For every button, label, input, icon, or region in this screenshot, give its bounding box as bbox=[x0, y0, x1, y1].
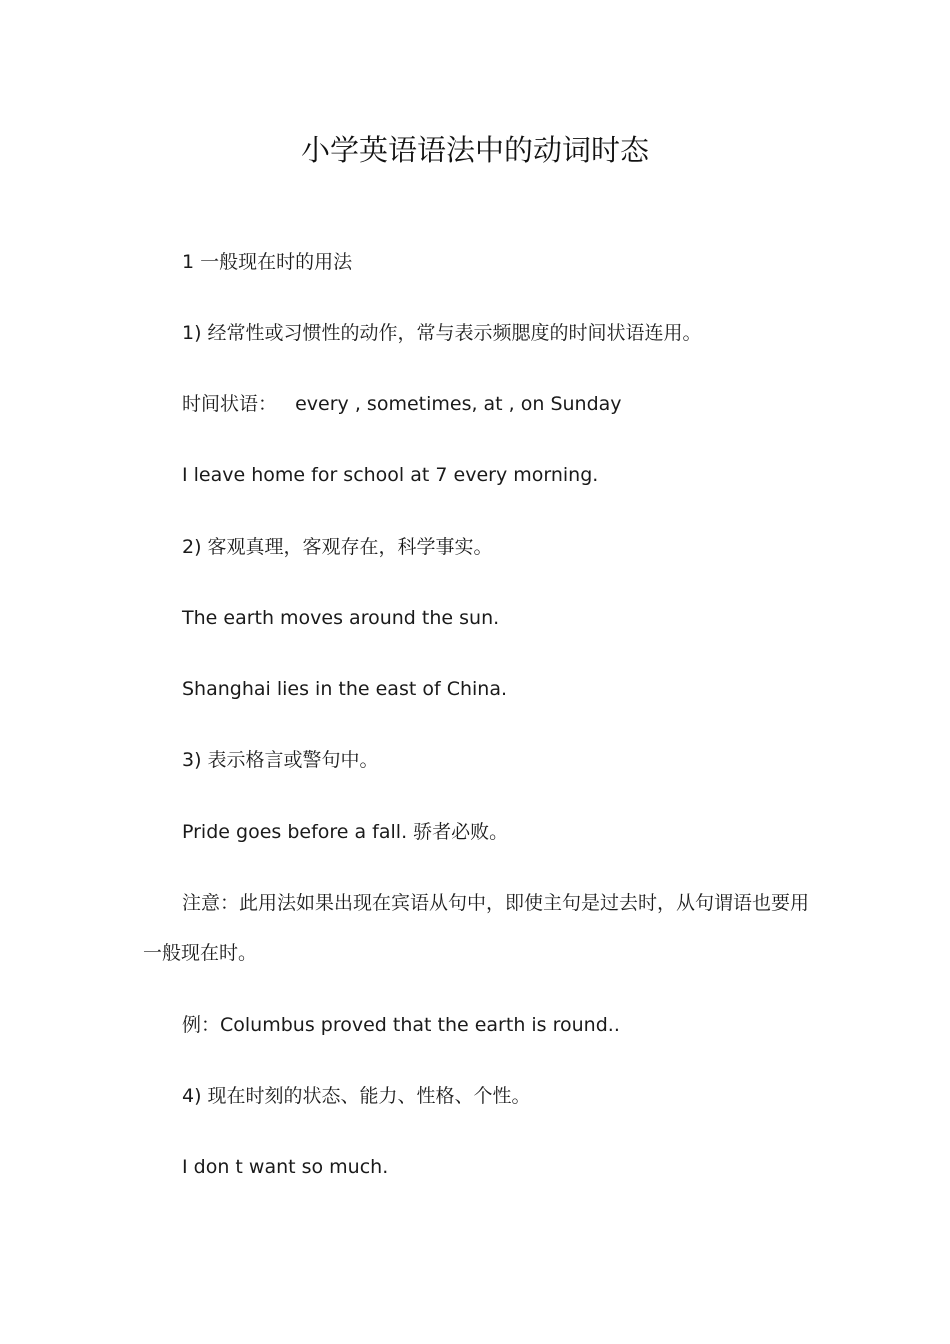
paragraph: 2) 客观真理，客观存在，科学事实。 bbox=[182, 536, 493, 558]
paragraph: 3) 表示格言或警句中。 bbox=[182, 749, 379, 771]
section-heading: 1 一般现在时的用法 bbox=[182, 251, 353, 273]
example-sentence: Shanghai lies in the east of China. bbox=[182, 678, 508, 700]
paragraph: 1) 经常性或习惯性的动作，常与表示频腮度的时间状语连用。 bbox=[182, 322, 702, 344]
example-sentence: Pride goes before a fall. 骄者必败。 bbox=[182, 821, 509, 843]
example-sentence: 例：Columbus proved that the earth is round.. bbox=[182, 1014, 620, 1036]
paragraph: 4) 现在时刻的状态、能力、性格、个性。 bbox=[182, 1085, 531, 1107]
example-sentence: I don t want so much. bbox=[182, 1156, 389, 1178]
paragraph: 时间状语： every , sometimes, at , on Sunday bbox=[182, 393, 622, 415]
document-title: 小学英语语法中的动词时态 bbox=[300, 133, 649, 167]
note-paragraph: 注意：此用法如果出现在宾语从句中，即使主句是过去时，从句谓语也要用一般现在时。 bbox=[143, 892, 810, 964]
example-sentence: The earth moves around the sun. bbox=[182, 607, 500, 629]
example-sentence: I leave home for school at 7 every morning. bbox=[182, 464, 599, 486]
